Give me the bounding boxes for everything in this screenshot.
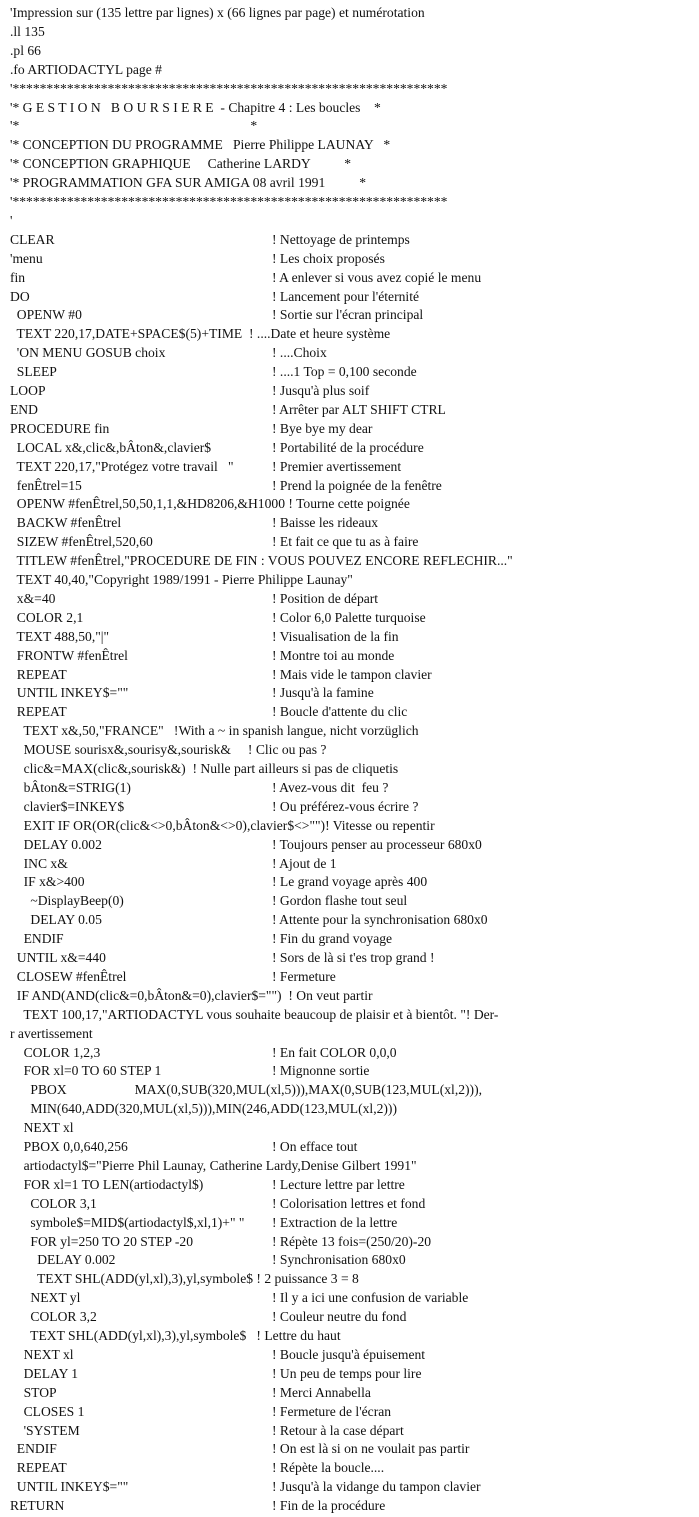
code-line <box>0 513 699 532</box>
code-text: FOR yl=250 TO 20 STEP -20 <box>10 1233 194 1249</box>
code-text: '* PROGRAMMATION GFA SUR AMIGA 08 avril 1991 * <box>10 175 367 191</box>
code-comment: ! Merci Annabella <box>272 1384 371 1400</box>
code-line <box>0 1213 699 1232</box>
code-text: x&=40 <box>10 590 56 606</box>
code-text: DELAY 1 <box>10 1365 79 1381</box>
code-text: 'ON MENU GOSUB choix <box>10 345 166 361</box>
code-text: NEXT xl <box>10 1346 74 1362</box>
code-line <box>0 740 699 759</box>
code-comment: ! Color 6,0 Palette turquoise <box>272 609 426 625</box>
code-line <box>0 702 699 721</box>
code-line <box>0 98 699 117</box>
code-text: FOR xl=1 TO LEN(artiodactyl$) <box>10 1176 204 1192</box>
code-text: 'menu <box>10 250 43 266</box>
code-comment: ! On efface tout <box>272 1139 358 1154</box>
code-line <box>0 3 699 22</box>
code-comment: ! Retour à la case départ <box>272 1422 404 1438</box>
code-line <box>0 1269 699 1288</box>
code-text: REPEAT <box>10 1460 67 1476</box>
code-text: DELAY 0.002 <box>10 836 102 852</box>
code-line <box>0 381 699 400</box>
code-text: bÂton&=STRIG(1) <box>10 779 131 795</box>
code-line <box>0 967 699 986</box>
code-comment: ! Fermeture <box>272 968 336 984</box>
code-text: DELAY 0.05 <box>10 912 102 928</box>
code-comment: ! Fermeture de l'écran <box>272 1403 392 1419</box>
code-comment: ! Portabilité de la procédure <box>272 439 424 455</box>
code-comment: ! Répète 13 fois=(250/20)-20 <box>272 1233 432 1249</box>
code-line <box>0 797 699 816</box>
code-line <box>0 438 699 457</box>
code-text: INC x& <box>10 855 68 871</box>
code-text: EXIT IF OR(OR(clic&<>0,bÂton&<>0),clavier$<>"")! Vitesse ou repentir <box>10 817 435 833</box>
code-line <box>0 287 699 306</box>
code-text: COLOR 2,1 <box>10 609 84 625</box>
code-comment: ! Sors de là si t'es trop grand ! <box>272 950 435 965</box>
code-comment: ! Avez-vous dit feu ? <box>272 779 389 795</box>
code-comment: ! Baisse les rideaux <box>272 515 379 531</box>
code-line <box>0 778 699 797</box>
code-line <box>0 646 699 665</box>
code-line <box>0 1326 699 1345</box>
code-text: r avertissement <box>10 1025 93 1041</box>
code-text: .ll 135 <box>10 23 45 39</box>
code-text: PBOX MAX(0,SUB(320,MUL(xl,5))),MAX(0,SUB(123,MUL(xl,2))), <box>10 1082 482 1098</box>
code-line <box>0 343 699 362</box>
code-comment: ! On est là si on ne voulait pas partir <box>272 1441 470 1457</box>
code-line <box>0 1383 699 1402</box>
code-text: 'SYSTEM <box>10 1422 80 1438</box>
code-line <box>0 1175 699 1194</box>
code-text: symbole$=MID$(artiodactyl$,xl,1)+" " <box>10 1214 245 1230</box>
code-line <box>0 154 699 173</box>
code-comment: ! Montre toi au monde <box>272 647 395 663</box>
code-comment: ! ....1 Top = 0,100 seconde <box>272 364 417 380</box>
code-text: CLEAR <box>10 231 55 247</box>
code-comment: ! Prend la poignée de la fenêtre <box>272 477 442 493</box>
code-text: DO <box>10 288 30 304</box>
code-comment: ! Un peu de temps pour lire <box>272 1365 422 1381</box>
code-text: '**************************************************************** <box>10 194 448 209</box>
code-text: MIN(640,ADD(320,MUL(xl,5))),MIN(246,ADD(123,MUL(xl,2))) <box>10 1101 397 1117</box>
code-line <box>0 305 699 324</box>
code-text: ENDIF <box>10 931 64 947</box>
code-line <box>0 60 699 79</box>
code-line <box>0 1307 699 1326</box>
code-text: SLEEP <box>10 364 57 380</box>
code-line <box>0 135 699 154</box>
code-text: clic&=MAX(clic&,sourisk&) ! Nulle part ailleurs si pas de cliquetis <box>10 761 399 776</box>
code-line <box>0 891 699 910</box>
code-text: MOUSE sourisx&,sourisy&,sourisk& ! Clic ou pas ? <box>10 742 327 758</box>
code-comment: ! Ajout de 1 <box>272 855 337 871</box>
code-line <box>0 986 699 1005</box>
code-line <box>0 1402 699 1421</box>
code-line <box>0 929 699 948</box>
code-text: .fo ARTIODACTYL page # <box>10 61 162 77</box>
code-comment: ! Toujours penser au processeur 680x0 <box>272 836 482 852</box>
code-line <box>0 551 699 570</box>
code-line <box>0 1156 699 1175</box>
code-text: TEXT 220,17,DATE+SPACE$(5)+TIME ! ....Date et heure système <box>10 326 391 342</box>
code-comment: ! Visualisation de la fin <box>272 628 399 644</box>
code-line <box>0 608 699 627</box>
code-line <box>0 910 699 929</box>
code-comment: ! Jusqu'à la famine <box>272 685 374 701</box>
code-text: artiodactyl$="Pierre Phil Launay, Catherine Lardy,Denise Gilbert 1991" <box>10 1157 417 1173</box>
code-text: 'Impression sur (135 lettre par lignes) x (66 lignes par page) et numérotation <box>10 5 425 20</box>
code-comment: ! Attente pour la synchronisation 680x0 <box>272 912 488 928</box>
code-comment: ! Mais vide le tampon clavier <box>272 666 432 682</box>
code-line <box>0 22 699 41</box>
code-line <box>0 1288 699 1307</box>
code-text: PBOX 0,0,640,256 <box>10 1139 128 1154</box>
code-comment: ! Boucle d'attente du clic <box>272 704 408 720</box>
code-text: BACKW #fenÊtrel <box>10 515 122 531</box>
code-line <box>0 1496 699 1515</box>
code-line <box>0 1439 699 1458</box>
code-text: clavier$=INKEY$ <box>10 798 125 814</box>
code-line <box>0 476 699 495</box>
code-line <box>0 948 699 967</box>
code-text: CLOSES 1 <box>10 1403 85 1419</box>
code-text: NEXT xl <box>10 1120 74 1136</box>
code-text: SIZEW #fenÊtrel,520,60 <box>10 534 153 550</box>
code-text: TEXT 100,17,"ARTIODACTYL vous souhaite beaucoup de plaisir et à bientôt. "! Der- <box>10 1006 499 1022</box>
code-line <box>0 665 699 684</box>
code-line <box>0 211 699 230</box>
code-text: fenÊtrel=15 <box>10 477 82 493</box>
code-line <box>0 1137 699 1156</box>
code-line <box>0 79 699 98</box>
code-line <box>0 1118 699 1137</box>
code-comment: ! Le grand voyage après 400 <box>272 874 428 890</box>
code-text: UNTIL INKEY$="" <box>10 685 129 701</box>
code-line <box>0 1345 699 1364</box>
code-comment: ! En fait COLOR 0,0,0 <box>272 1044 397 1060</box>
code-text: '* * <box>10 118 258 134</box>
code-text: CLOSEW #fenÊtrel <box>10 968 127 984</box>
code-text: UNTIL x&=440 <box>10 950 106 965</box>
code-line <box>0 230 699 249</box>
code-text: LOCAL x&,clic&,bÂton&,clavier$ <box>10 439 212 455</box>
code-text: TEXT 40,40,"Copyright 1989/1991 - Pierre Philippe Launay" <box>10 572 353 587</box>
code-line <box>0 816 699 835</box>
code-comment: ! Colorisation lettres et fond <box>272 1195 426 1211</box>
code-comment: ! Nettoyage de printemps <box>272 231 410 247</box>
code-text: fin <box>10 269 26 285</box>
code-line <box>0 759 699 778</box>
code-comment: ! Et fait ce que tu as à faire <box>272 534 419 550</box>
code-text: COLOR 3,1 <box>10 1195 97 1211</box>
code-line <box>0 627 699 646</box>
code-text: '* G E S T I O N B O U R S I E R E - Chapitre 4 : Les boucles * <box>10 99 381 115</box>
code-line <box>0 683 699 702</box>
code-text: DELAY 0.002 <box>10 1252 116 1268</box>
code-comment: ! Les choix proposés <box>272 250 385 266</box>
code-comment: ! Jusqu'à la vidange du tampon clavier <box>272 1479 481 1495</box>
code-text: IF x&>400 <box>10 874 85 890</box>
code-comment: ! Position de départ <box>272 590 379 606</box>
code-text: TEXT SHL(ADD(yl,xl),3),yl,symbole$ ! Lettre du haut <box>10 1328 341 1343</box>
code-line <box>0 872 699 891</box>
code-text: TEXT 220,17,"Protégez votre travail " <box>10 458 234 474</box>
code-comment: ! Fin du grand voyage <box>272 931 393 947</box>
code-text: FRONTW #fenÊtrel <box>10 647 128 663</box>
code-text: ~DisplayBeep(0) <box>10 893 124 909</box>
code-comment: ! Sortie sur l'écran principal <box>272 307 424 323</box>
code-text: '* CONCEPTION GRAPHIQUE Catherine LARDY * <box>10 156 352 172</box>
code-line <box>0 268 699 287</box>
code-line <box>0 589 699 608</box>
code-text: STOP <box>10 1384 57 1400</box>
code-comment: ! Arrêter par ALT SHIFT CTRL <box>272 401 446 417</box>
code-line <box>0 457 699 476</box>
code-line <box>0 324 699 343</box>
code-text: TITLEW #fenÊtrel,"PROCEDURE DE FIN : VOUS POUVEZ ENCORE REFLECHIR..." <box>10 553 513 569</box>
code-text: COLOR 1,2,3 <box>10 1044 101 1060</box>
code-line <box>0 1232 699 1251</box>
code-comment: ! Bye bye my dear <box>272 420 373 436</box>
code-line <box>0 41 699 60</box>
code-text: REPEAT <box>10 704 67 720</box>
code-line <box>0 721 699 740</box>
code-comment: ! Il y a ici une confusion de variable <box>272 1290 469 1306</box>
code-text: IF AND(AND(clic&=0,bÂton&=0),clavier$="") ! On veut partir <box>10 987 373 1003</box>
code-text: .pl 66 <box>10 42 41 58</box>
code-text: ' <box>10 212 13 228</box>
code-line <box>0 1061 699 1080</box>
code-text: '* CONCEPTION DU PROGRAMME Pierre Philippe LAUNAY * <box>10 137 391 153</box>
code-text: ENDIF <box>10 1441 57 1457</box>
code-line <box>0 400 699 419</box>
code-line <box>0 419 699 438</box>
code-comment: ! Lecture lettre par lettre <box>272 1176 405 1192</box>
code-text: PROCEDURE fin <box>10 420 110 436</box>
code-line <box>0 1421 699 1440</box>
code-line <box>0 1250 699 1269</box>
code-line <box>0 1024 699 1043</box>
code-line <box>0 1458 699 1477</box>
code-comment: ! A enlever si vous avez copié le menu <box>272 269 482 285</box>
code-line <box>0 1477 699 1496</box>
code-comment: ! ....Choix <box>272 345 327 361</box>
code-comment: ! Mignonne sortie <box>272 1063 370 1079</box>
code-line <box>0 1364 699 1383</box>
code-text: UNTIL INKEY$="" <box>10 1479 129 1495</box>
code-line <box>0 1005 699 1024</box>
code-comment: ! Premier avertissement <box>272 458 402 474</box>
code-line <box>0 1043 699 1062</box>
code-line <box>0 854 699 873</box>
code-line <box>0 249 699 268</box>
code-text: TEXT 488,50,"|" <box>10 628 110 644</box>
code-text: TEXT x&,50,"FRANCE" !With a ~ in spanish langue, nicht vorzüglich <box>10 723 419 739</box>
code-comment: ! Répète la boucle.... <box>272 1460 385 1476</box>
code-line <box>0 1099 699 1118</box>
code-text: OPENW #fenÊtrel,50,50,1,1,&HD8206,&H1000 ! Tourne cette poignée <box>10 496 410 512</box>
code-text: FOR xl=0 TO 60 STEP 1 <box>10 1063 162 1079</box>
code-comment: ! Ou préférez-vous écrire ? <box>272 798 419 814</box>
code-comment: ! Extraction de la lettre <box>272 1214 398 1230</box>
code-text: REPEAT <box>10 666 67 682</box>
code-comment: ! Synchronisation 680x0 <box>272 1252 406 1268</box>
code-line <box>0 1194 699 1213</box>
code-comment: ! Gordon flashe tout seul <box>272 893 408 909</box>
code-line <box>0 532 699 551</box>
code-line <box>0 362 699 381</box>
code-line <box>0 1080 699 1099</box>
code-line <box>0 835 699 854</box>
code-text: NEXT yl <box>10 1290 81 1306</box>
code-comment: ! Fin de la procédure <box>272 1498 386 1514</box>
code-line <box>0 116 699 135</box>
code-comment: ! Couleur neutre du fond <box>272 1309 407 1325</box>
code-text: COLOR 3,2 <box>10 1309 97 1325</box>
code-text: '**************************************************************** <box>10 80 448 96</box>
code-text: OPENW #0 <box>10 307 82 323</box>
code-comment: ! Boucle jusqu'à épuisement <box>272 1346 426 1362</box>
code-comment: ! Jusqu'à plus soif <box>272 383 370 398</box>
code-line <box>0 494 699 513</box>
code-line <box>0 173 699 192</box>
code-comment: ! Lancement pour l'éternité <box>272 288 420 304</box>
code-line <box>0 570 699 589</box>
code-line <box>0 192 699 211</box>
code-text: END <box>10 401 38 417</box>
code-text: TEXT SHL(ADD(yl,xl),3),yl,symbole$ ! 2 puissance 3 = 8 <box>10 1271 359 1287</box>
code-text: LOOP <box>10 383 46 398</box>
code-text: RETURN <box>10 1498 65 1514</box>
